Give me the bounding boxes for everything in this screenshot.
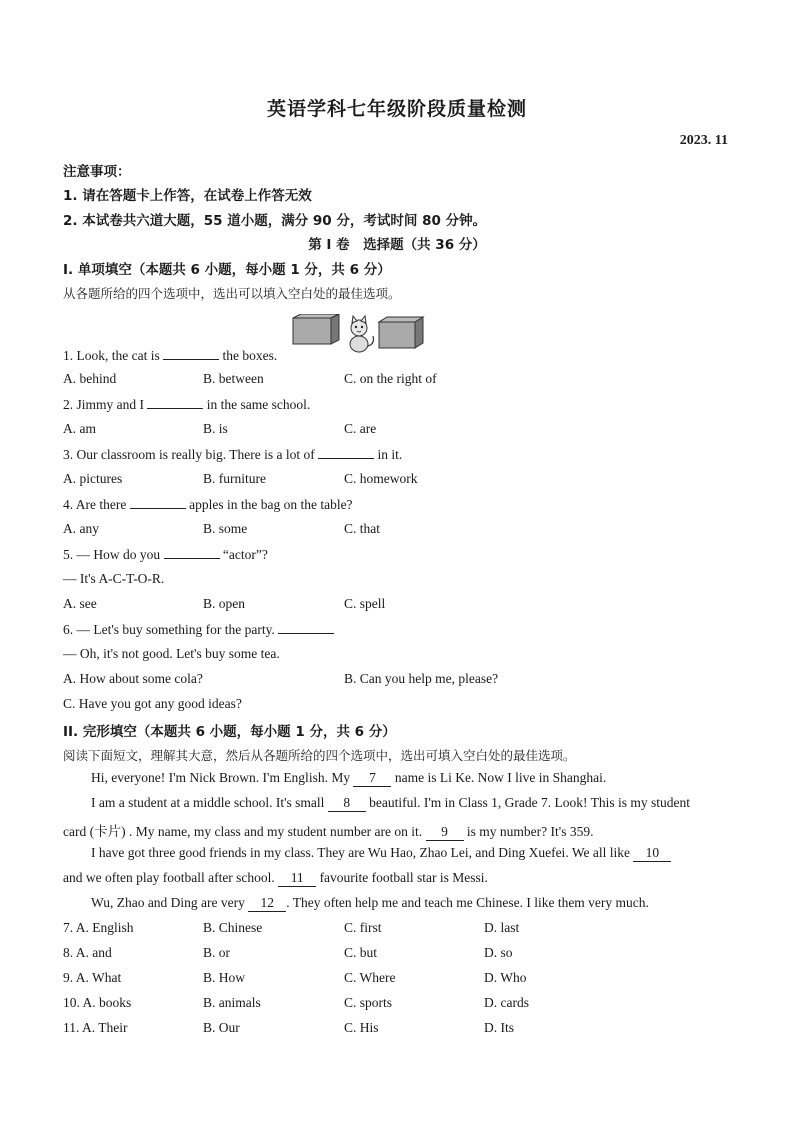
option: B. animals [203, 995, 261, 1010]
page-title: 英语学科七年级阶段质量检测 [266, 98, 527, 120]
option: D. so [484, 945, 513, 960]
option: 8. A. and [63, 945, 112, 960]
question-2: 2. Jimmy and I in the same school. [63, 397, 311, 412]
answer-blank [130, 496, 186, 509]
option: B. is [203, 421, 228, 436]
option: B. or [203, 945, 230, 960]
option: B. some [203, 521, 248, 536]
option: A. see [63, 596, 97, 611]
answer-blank [163, 347, 219, 360]
question-6: 6. — Let's buy something for the party. [63, 621, 334, 638]
cloze-blank: 10 [633, 845, 671, 862]
passage-line: I have got three good friends in my class. They are Wu Hao, Zhao Lei, and Ding Xuefei. We all like 10 [91, 845, 671, 862]
option: C. Have you got any good ideas? [63, 696, 242, 711]
option: B. open [203, 596, 245, 611]
option: 10. A. books [63, 995, 132, 1010]
option: A. pictures [63, 471, 123, 486]
answer-blank [164, 546, 220, 559]
option: C. are [344, 421, 377, 436]
option: B. furniture [203, 471, 266, 486]
question-5: 5. — How do you “actor”? [63, 547, 268, 562]
question-1: 1. Look, the cat is the boxes. [63, 348, 278, 363]
note-item: 2. 本试卷共六道大题，55 道小题，满分 90 分，考试时间 80 分钟。 [63, 213, 487, 229]
question-3: 3. Our classroom is really big. There is a lot of in it. [63, 447, 403, 462]
option: A. behind [63, 371, 117, 386]
answer-blank [318, 446, 374, 459]
option: D. cards [484, 995, 529, 1010]
option: A. am [63, 421, 96, 436]
option: B. Chinese [203, 920, 263, 935]
option: B. between [203, 371, 264, 386]
option: C. sports [344, 995, 393, 1010]
option: C. Where [344, 970, 396, 985]
volume-title: 第 I 卷 选择题（共 36 分） [308, 237, 486, 253]
cat-between-boxes-illustration [291, 314, 425, 354]
note-item: 1. 请在答题卡上作答，在试卷上作答无效 [63, 188, 312, 204]
option: C. homework [344, 471, 418, 486]
option: B. How [203, 970, 246, 985]
answer-blank [278, 621, 334, 634]
option: 11. A. Their [63, 1020, 128, 1035]
answer-blank [147, 396, 203, 409]
passage-line: I am a student at a middle school. It's small 8 beautiful. I'm in Class 1, Grade 7. Look! This is my student [91, 795, 691, 810]
cat-icon [350, 316, 373, 352]
question-4: 4. Are there apples in the bag on the table? [63, 497, 353, 512]
cloze-blank: 12 [248, 895, 286, 912]
cloze-blank: 11 [278, 870, 316, 887]
passage-line: card (卡片) . My name, my class and my student number are on it. 9 is my number? It's 359. [63, 824, 594, 839]
option: B. Can you help me, please? [344, 671, 499, 686]
cloze-blank: 8 [328, 795, 366, 812]
passage-line: Wu, Zhao and Ding are very 12 . They often help me and teach me Chinese. I like them very much. [91, 895, 649, 910]
option: A. any [63, 521, 99, 536]
option: D. Who [484, 970, 527, 985]
section2-instruction: 阅读下面短文，理解其大意，然后从各题所给的四个选项中，选出可填入空白处的最佳选项。 [63, 748, 576, 763]
option: 9. A. What [63, 970, 122, 985]
section1-heading: I. 单项填空（本题共 6 小题，每小题 1 分，共 6 分） [63, 262, 391, 278]
option: C. but [344, 945, 378, 960]
exam-date: 2023. 11 [679, 133, 728, 148]
option: A. How about some cola? [63, 671, 203, 686]
option: D. last [484, 920, 520, 935]
passage-line: Hi, everyone! I'm Nick Brown. I'm English. My 7 name is Li Ke. Now I live in Shanghai. [91, 770, 607, 785]
notes-heading: 注意事项： [63, 164, 131, 180]
section2-heading: II. 完形填空（本题共 6 小题，每小题 1 分，共 6 分） [63, 724, 396, 740]
section1-instruction: 从各题所给的四个选项中，选出可以填入空白处的最佳选项。 [63, 286, 401, 301]
option: 7. A. English [63, 920, 134, 935]
option: D. Its [484, 1020, 514, 1035]
question-5-reply: — It's A-C-T-O-R. [63, 571, 165, 586]
option: C. on the right of [344, 371, 437, 386]
option: C. spell [344, 596, 386, 611]
cloze-blank: 7 [353, 770, 391, 787]
option: C. His [344, 1020, 379, 1035]
passage-line: and we often play football after school. 11 favourite football star is Messi. [63, 870, 488, 885]
option: C. that [344, 521, 380, 536]
cloze-blank: 9 [426, 824, 464, 841]
option: B. Our [203, 1020, 240, 1035]
question-6-reply: — Oh, it's not good. Let's buy some tea. [63, 646, 280, 661]
option: C. first [344, 920, 382, 935]
